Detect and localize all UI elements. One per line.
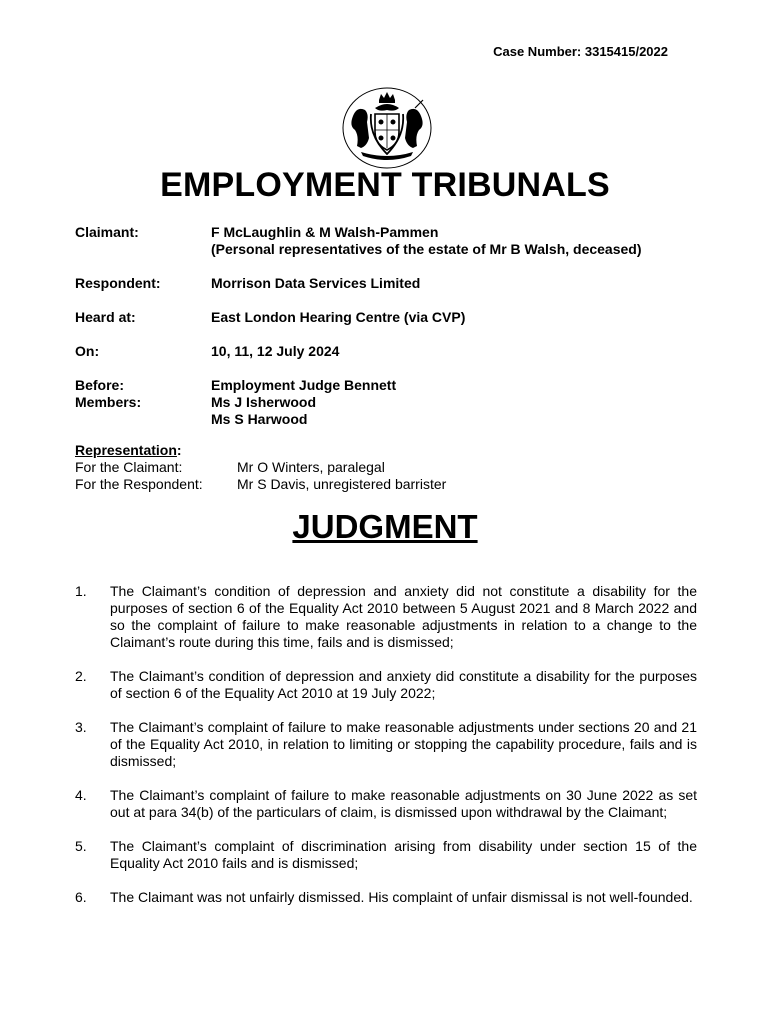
case-number: Case Number: 3315415/2022 [493, 44, 668, 59]
parties-block [75, 224, 715, 428]
item-text: The Claimant’s condition of depression and anxiety did constitute a disability for the purposes of section 6 of the Equality Act 2010 at 19 July 2022; [110, 668, 697, 701]
judgment-item [75, 838, 697, 872]
judgment-heading: JUDGMENT [292, 508, 478, 545]
judgment-item [75, 889, 697, 906]
item-text: The Claimant’s complaint of failure to make reasonable adjustments on 30 June 2022 as set out at para 34(b) of the particulars of claim, is dismissed upon withdrawal by the Claimant; [110, 787, 697, 820]
on-value: 10, 11, 12 July 2024 [211, 343, 340, 359]
before-value: Employment Judge Bennett [211, 377, 397, 393]
judgment-items [75, 583, 697, 923]
item-text: The Claimant was not unfairly dismissed. His complaint of unfair dismissal is not well-founded. [110, 889, 693, 905]
judgment-item [75, 668, 697, 702]
item-number: 4. [75, 787, 87, 803]
claimant-row [75, 224, 715, 258]
respondent-row [75, 275, 715, 292]
for-claimant-label: For the Claimant: [75, 459, 183, 475]
representation-block [75, 442, 446, 493]
item-number: 3. [75, 719, 87, 735]
judgment-item [75, 787, 697, 821]
claimant-value: F McLaughlin & M Walsh-Pammen [211, 224, 439, 240]
page-title: EMPLOYMENT TRIBUNALS [160, 166, 610, 204]
members-label: Members: [75, 394, 142, 410]
item-number: 1. [75, 583, 87, 599]
judgment-item [75, 583, 697, 651]
respondent-label: Respondent: [75, 275, 161, 291]
item-number: 6. [75, 889, 87, 905]
for-claimant-value: Mr O Winters, paralegal [237, 459, 385, 475]
item-text: The Claimant’s complaint of failure to make reasonable adjustments under sections 20 and 21 of the Equality Act 2010, in relation to limiting or stopping the capability procedure, fails and is dismissed; [110, 719, 697, 769]
heard-value: East London Hearing Centre (via CVP) [211, 309, 466, 325]
claimant-note: (Personal representatives of the estate of Mr B Walsh, deceased) [211, 241, 642, 257]
respondent-value: Morrison Data Services Limited [211, 275, 421, 291]
before-row [75, 377, 715, 394]
member-1: Ms J Isherwood [211, 394, 317, 410]
heard-row [75, 309, 715, 326]
judgment-item [75, 719, 697, 770]
item-text: The Claimant’s complaint of discrimination arising from disability under section 15 of the Equality Act 2010 fails and is dismissed; [110, 838, 697, 871]
representation-respondent-row [75, 476, 446, 493]
claimant-label: Claimant: [75, 224, 139, 240]
on-row [75, 343, 715, 360]
for-respondent-value: Mr S Davis, unregistered barrister [237, 476, 447, 492]
on-label: On: [75, 343, 100, 359]
before-label: Before: [75, 377, 125, 393]
members-row [75, 394, 715, 428]
representation-claimant-row [75, 459, 446, 476]
heard-label: Heard at: [75, 309, 136, 325]
royal-coat-of-arms-icon [333, 86, 441, 170]
item-number: 5. [75, 838, 87, 854]
member-2: Ms S Harwood [211, 411, 308, 427]
representation-heading: Representation: [75, 442, 182, 458]
for-respondent-label: For the Respondent: [75, 476, 203, 492]
item-text: The Claimant’s condition of depression and anxiety did not constitute a disability for the purposes of section 6 of the Equality Act 2010 between 5 August 2021 and 8 March 2022 and so the complaint of failure to make reasonable adjustments in relation to a change to the Claimant’s route during this time, fails and is dismissed; [110, 583, 697, 650]
item-number: 2. [75, 668, 87, 684]
